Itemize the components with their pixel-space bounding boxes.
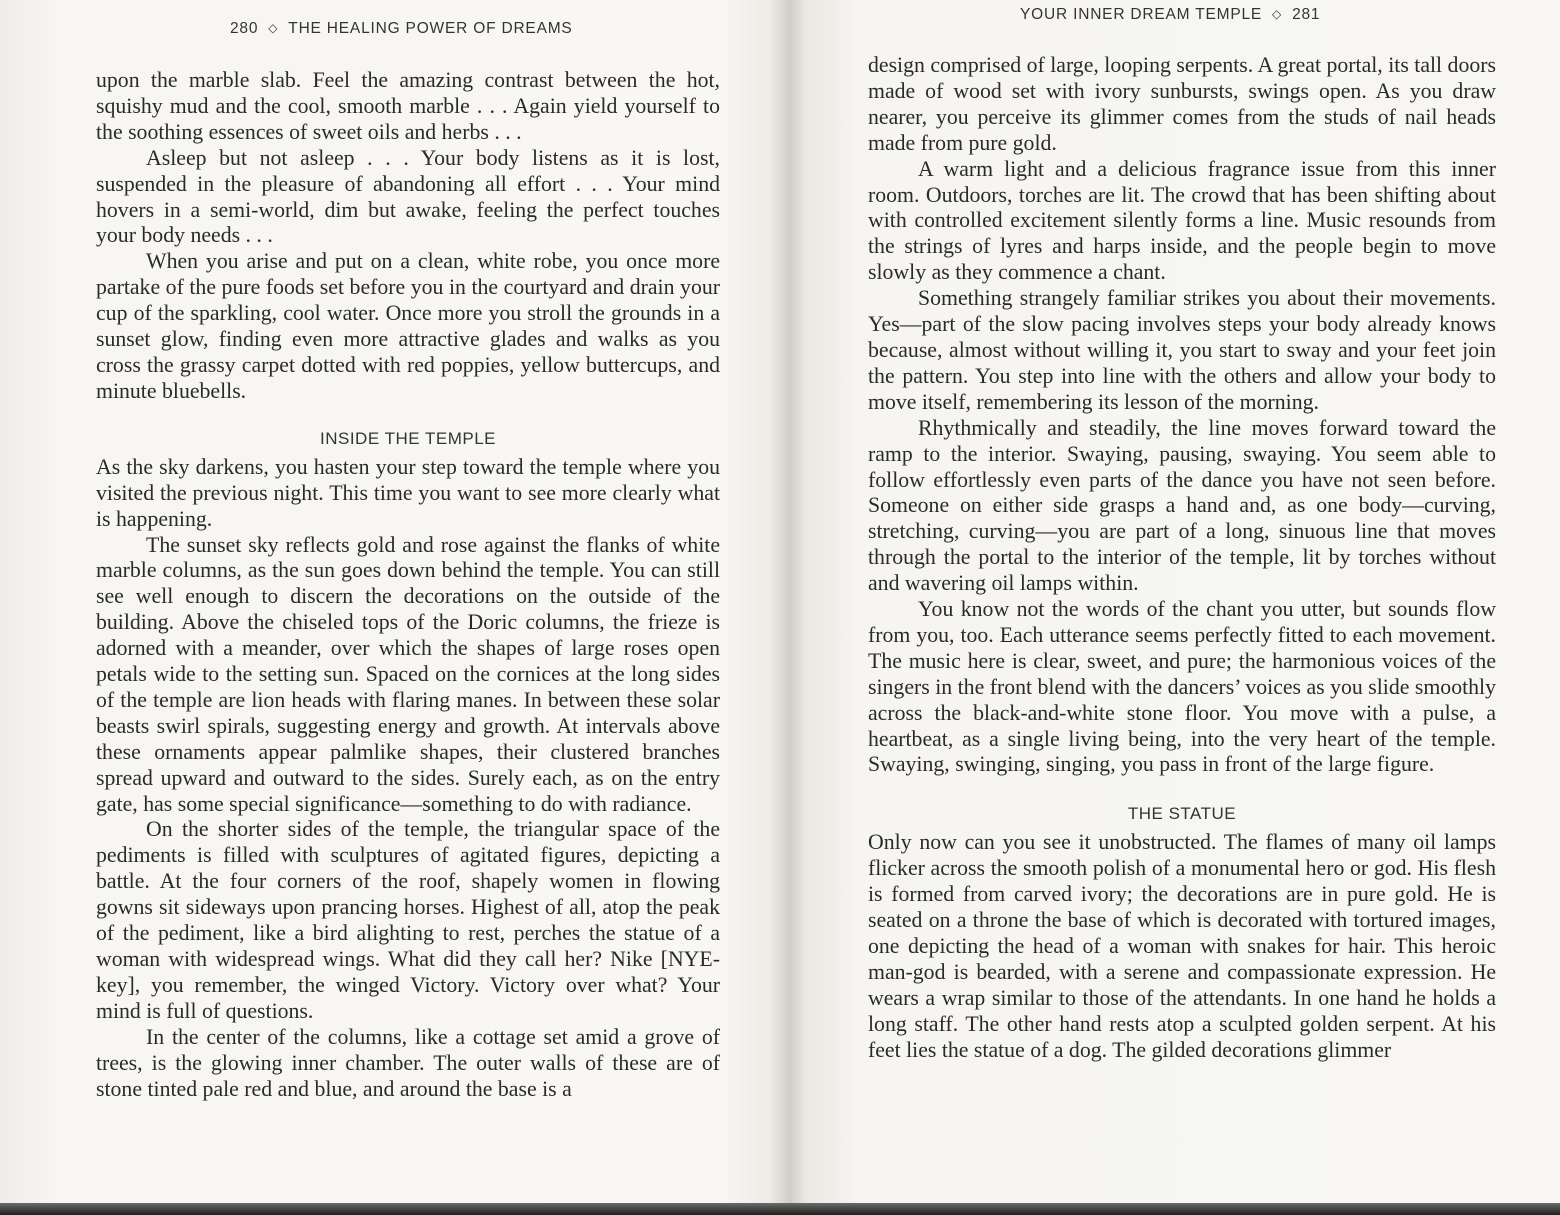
paragraph: When you arise and put on a clean, white robe, you once more partake of the pure foods set before you in the courtyard and drain your cup of the sparkling, cool water. Once more you stroll the grounds in a sunset glow, finding even more attractive glades and walks as you cross the grassy carpet dotted with red poppies, yellow buttercups, and minute bluebells. (96, 249, 720, 403)
paragraph: Asleep but not asleep . . . Your body listens as it is lost, suspended in the pleasure of abandoning all effort . . . Your mind hovers in a semi-world, dim but awake, feeling the perfect touches your body needs . . . (96, 145, 720, 248)
section-heading-the-statue: THE STATUE (1127, 804, 1237, 824)
paragraph: As the sky darkens, you hasten your step toward the temple where you visited the previous night. This time you want to see more clearly what is happening. (96, 454, 720, 531)
book-title: THE HEALING POWER OF DREAMS (288, 20, 573, 37)
right-body-text (868, 53, 1496, 1064)
paragraph: design comprised of large, looping serpents. A great portal, its tall doors made of wood set with ivory sunbursts, swings open. As you draw nearer, you perceive its glimmer comes from the studs of nail heads made from pure gold. (868, 53, 1496, 155)
diamond-separator-icon: ◇ (1272, 7, 1283, 21)
paragraph: The sunset sky reflects gold and rose against the flanks of white marble columns, as the sun goes down behind the temple. You can still see well enough to discern the decorations on the outside of the building. Above the chiseled tops of the Doric columns, the frieze is adorned with a meander, over which the shapes of large roses open petals wide to the setting sun. Spaced on the cornices at the long sides of the temple are lion heads with flaring manes. In between these solar beasts swirl spirals, suggesting energy and growth. At intervals above these ornaments appear palmlike shapes, their clustered branches spread upward and outward to the sides. Surely each, as on the entry gate, has some special significance—something to do with radiance. (96, 532, 720, 816)
paragraph: On the shorter sides of the temple, the triangular space of the pediments is filled with sculptures of agitated figures, depicting a battle. At the four corners of the roof, shapely women in flowing gowns sit sideways upon prancing horses. Highest of all, atop the peak of the pediment, like a bird alighting to rest, perches the statue of a woman with widespread wings. What did they call her? Nike [NYE-key], you remember, the winged Victory. Victory over what? Your mind is full of questions. (96, 817, 720, 1023)
paragraph: A warm light and a delicious fragrance issue from this inner room. Outdoors, torches are lit. The crowd that has been shifting about with controlled excitement silently forms a line. Music resounds from the strings of lyres and harps inside, and the people begin to move slowly as they commence a chant. (868, 156, 1496, 285)
paragraph: upon the marble slab. Feel the amazing contrast between the hot, squishy mud and the cool, smooth marble . . . Again yield yourself to the soothing essences of sweet oils and herbs . . . (96, 68, 720, 144)
left-running-head (230, 20, 573, 38)
right-running-head (1020, 6, 1320, 24)
section-heading-inside-temple: INSIDE THE TEMPLE (319, 428, 497, 448)
left-body-text (96, 68, 720, 1102)
page-bottom-edge (0, 1203, 1560, 1215)
right-page-number: 281 (1292, 6, 1321, 23)
paragraph: Something strangely familiar strikes you about their movements. Yes—part of the slow pacing involves steps your body already knows because, almost without willing it, you start to sway and your feet join the pattern. You step into line with the others and allow your body to move itself, remembering its lesson of the morning. (868, 286, 1496, 414)
paragraph: Rhythmically and steadily, the line moves forward toward the ramp to the interior. Swaying, pausing, swaying. You seem able to follow effortlessly even parts of the dance you have not seen before. Someone on either side grasps a hand and, as one body—curving, stretching, curving—you are part of a long, sinuous line that moves through the portal to the interior of the temple, lit by torches without and wavering oil lamps within. (868, 415, 1496, 596)
left-page-number: 280 (230, 20, 259, 37)
paragraph: Only now can you see it unobstructed. The flames of many oil lamps flicker across the smooth polish of a monumental hero or god. His flesh is formed from carved ivory; the decorations are in pure gold. He is seated on a throne the base of which is decorated with tortured images, one depicting the head of a woman with snakes for hair. This heroic man-god is bearded, with a serene and compassionate expression. He wears a wrap similar to those of the attendants. In one hand he holds a long staff. The other hand rests atop a sculpted golden serpent. At his feet lies the statue of a dog. The gilded decorations glimmer (868, 830, 1496, 1062)
paragraph: In the center of the columns, like a cottage set amid a grove of trees, is the glowing inner chamber. The outer walls of these are of stone tinted pale red and blue, and around the base is a (96, 1024, 720, 1101)
chapter-title: YOUR INNER DREAM TEMPLE (1020, 6, 1263, 23)
diamond-separator-icon: ◇ (268, 21, 279, 35)
paragraph: You know not the words of the chant you utter, but sounds flow from you, too. Each utterance seems perfectly fitted to each movement. The music here is clear, sweet, and pure; the harmonious voices of the singers in the front blend with the dancers’ voices as you slide smoothly across the black-and-white stone floor. You move with a pulse, a heartbeat, as a single living being, into the very heart of the temple. Swaying, swinging, singing, you pass in front of the large figure. (868, 597, 1496, 777)
